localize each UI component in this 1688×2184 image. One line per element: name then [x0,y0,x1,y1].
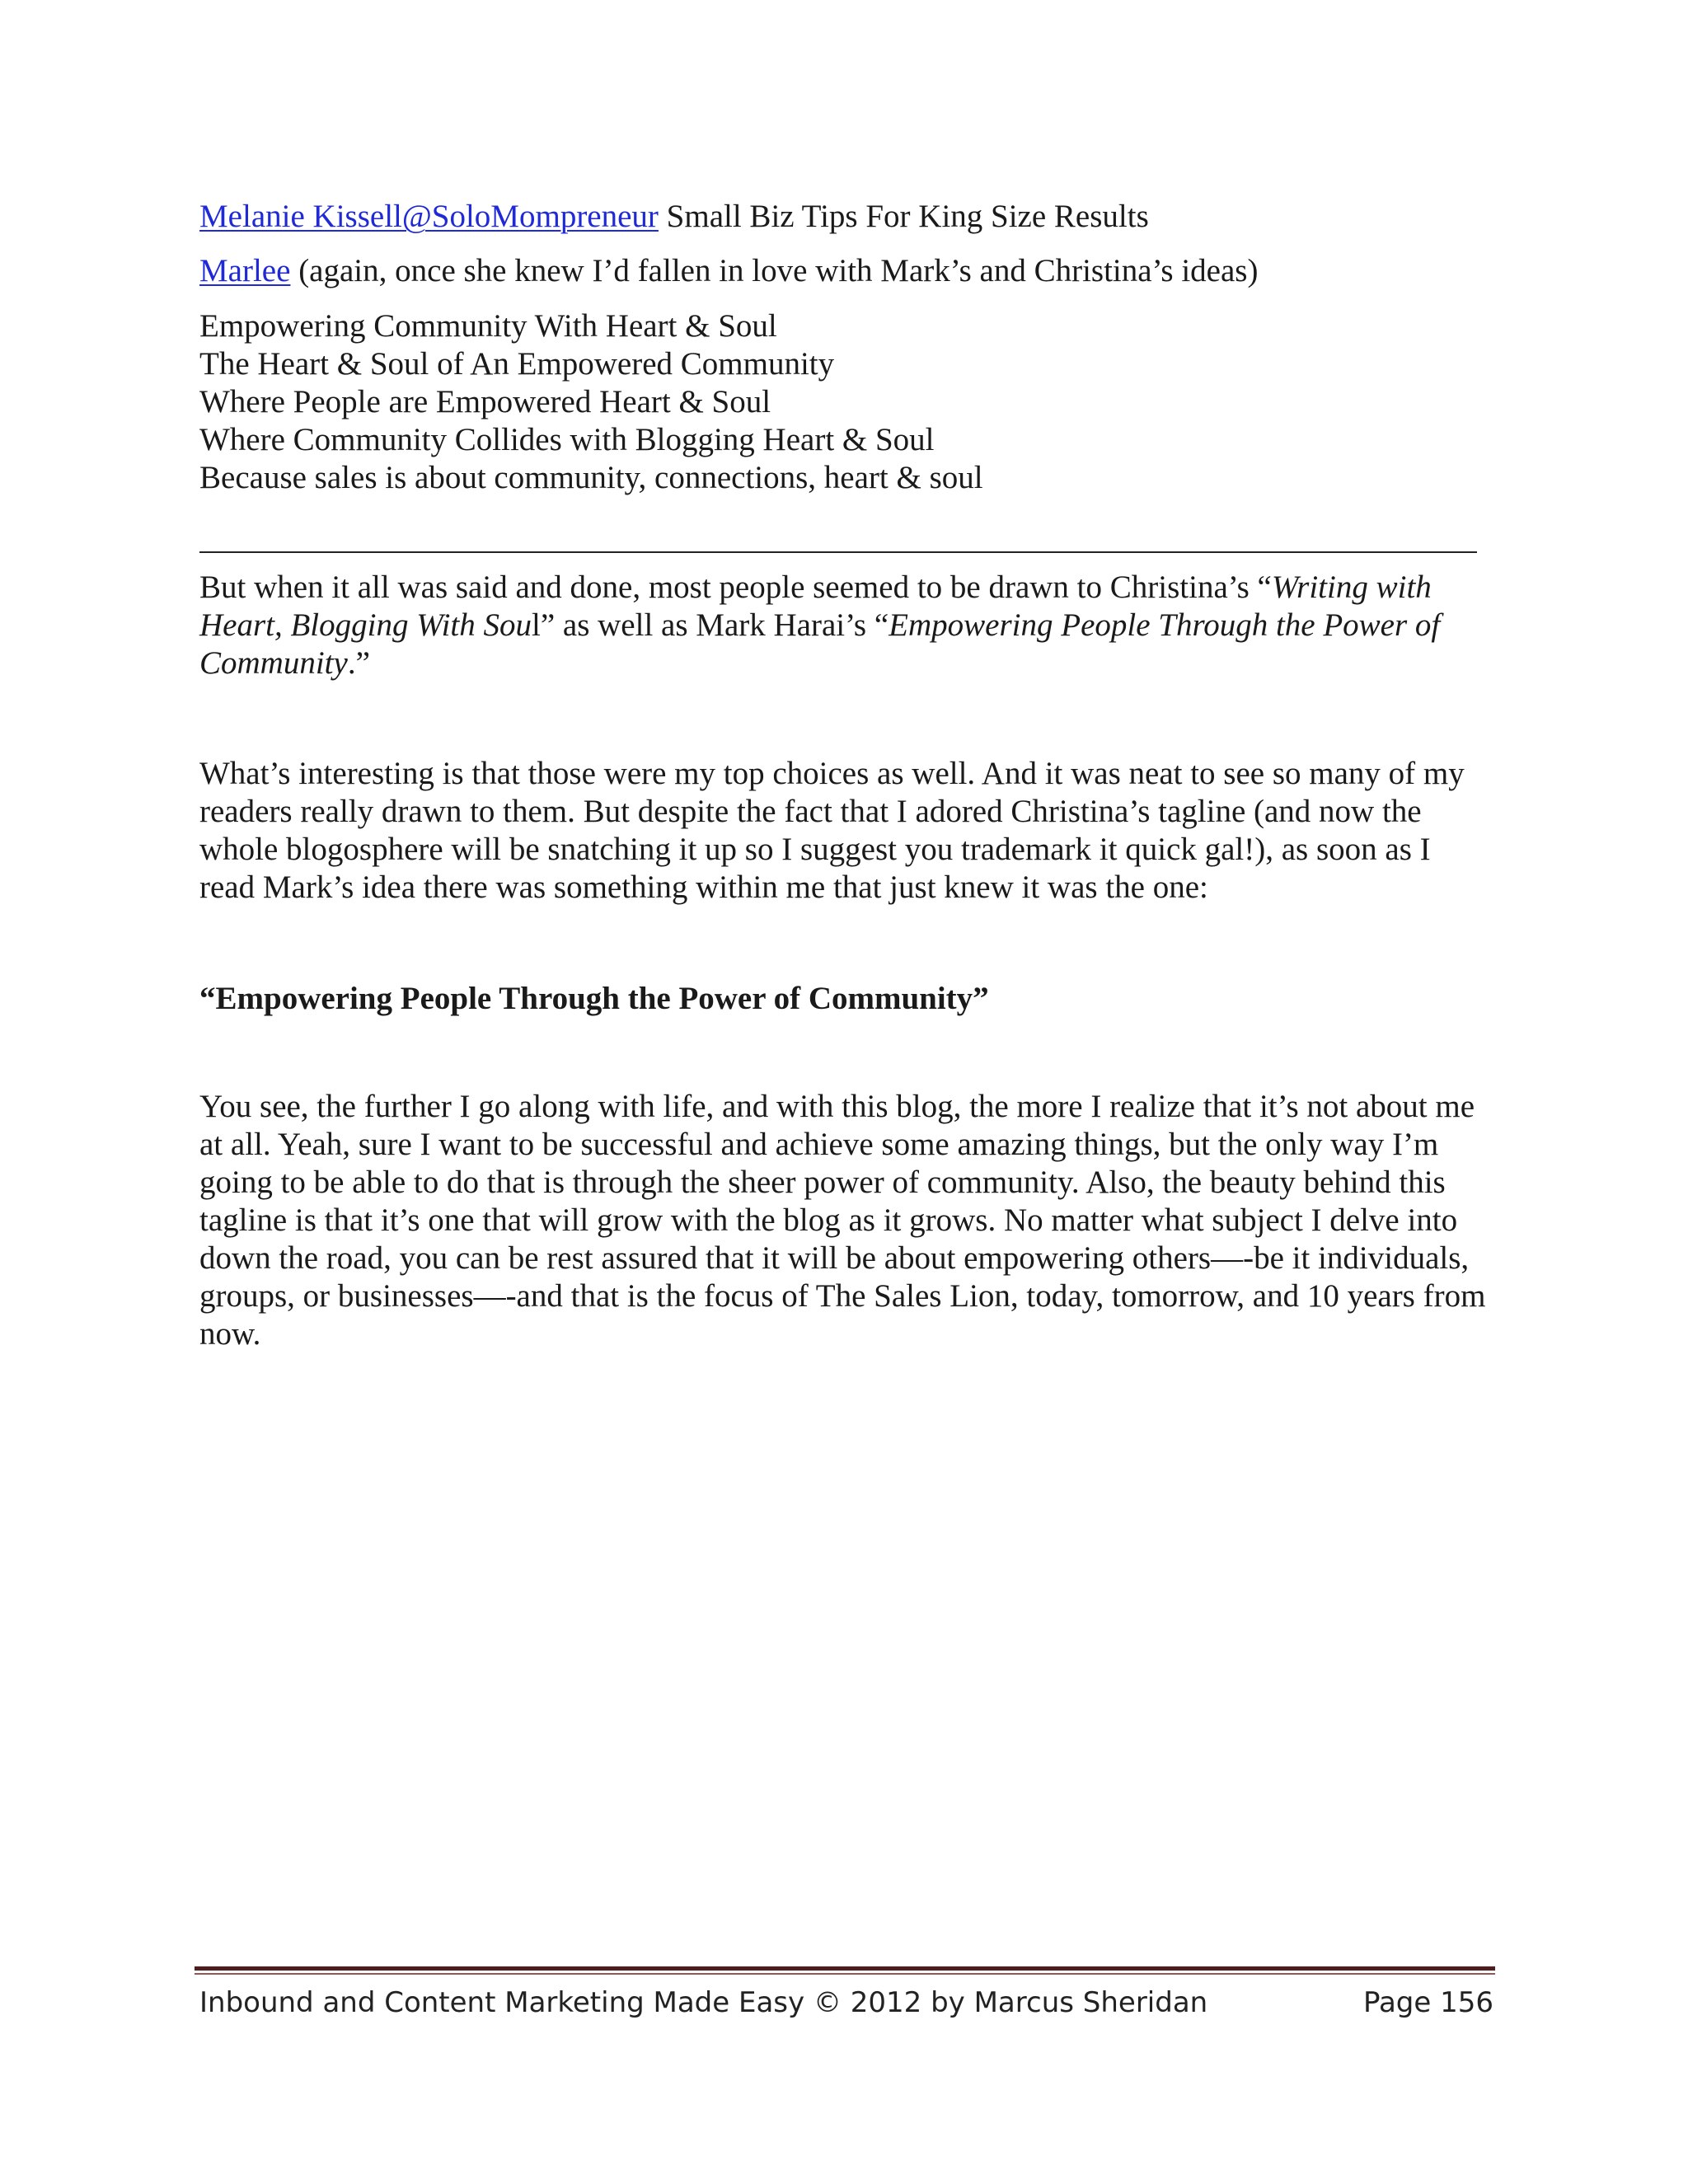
tagline-item: Where People are Empowered Heart & Soul [199,384,771,419]
separator-rule [199,551,1477,553]
tagline-item: The Heart & Soul of An Empowered Community [199,346,835,382]
melanie-link[interactable]: Melanie Kissell@SoloMompreneur [199,199,659,234]
footer-rule-thin [195,1973,1495,1975]
bold-tagline-quote: “Empowering People Through the Power of Community” [199,981,989,1016]
link-line-melanie [199,198,1149,236]
link-line-marlee [199,252,1258,290]
melanie-description: Small Biz Tips For King Size Results [658,199,1149,234]
paragraph-christina-mark [199,569,1493,682]
footer-rule [195,1966,1495,1971]
tagline-item: Because sales is about community, connections, heart & soul [199,460,983,495]
tagline-item: Empowering Community With Heart & Soul [199,308,777,344]
paragraph-you-see: You see, the further I go along with life, and with this blog, the more I realize that it’s not about me at all. Yeah, sure I want to be successful and achieve some amazing things, but the only way I’m going to be able to do that is through the sheer power of community. Also, the beauty behind this tagline is that it’s one that will grow with the blog as it grows. No matter what subject I delve into down the road, you can be rest assured that it will be about empowering others—-be it individuals, groups, or businesses—-and that is the focus of The Sales Lion, today, tomorrow, and 10 years from now. [199,1089,1486,1352]
tagline-list [199,307,983,497]
tagline-item: Where Community Collides with Blogging Heart & Soul [199,422,935,457]
marlee-description: (again, once she knew I’d fallen in love with Mark’s and Christina’s ideas) [290,253,1259,288]
paragraph1-text-a: But when it all was said and done, most people seemed to be drawn to Christina’s “ [199,569,1272,605]
footer-copyright: Inbound and Content Marketing Made Easy © 2012 by Marcus Sheridan [199,1986,1208,2019]
page-number: Page 156 [1362,1986,1493,2019]
paragraph1-text-c: .” [347,645,370,681]
paragraph1-italic-b: Empowering People Through the Power of Community [199,607,1441,681]
document-page [199,0,1493,2184]
marlee-link[interactable]: Marlee [199,253,291,288]
paragraph-top-choices: What’s interesting is that those were my top choices as well. And it was neat to see so many of my readers really drawn to them. But despite the fact that I adored Christina’s tagline (and now the whole blogosphere will be snatching it up so I suggest you trademark it quick gal!), as soon as I read Mark’s idea there was something within me that just knew it was the one: [199,756,1465,905]
paragraph1-text-b: l” as well as Mark Harai’s “ [532,607,889,643]
paragraph1-italic-a: Writing with Heart, Blogging With Sou [199,569,1432,643]
